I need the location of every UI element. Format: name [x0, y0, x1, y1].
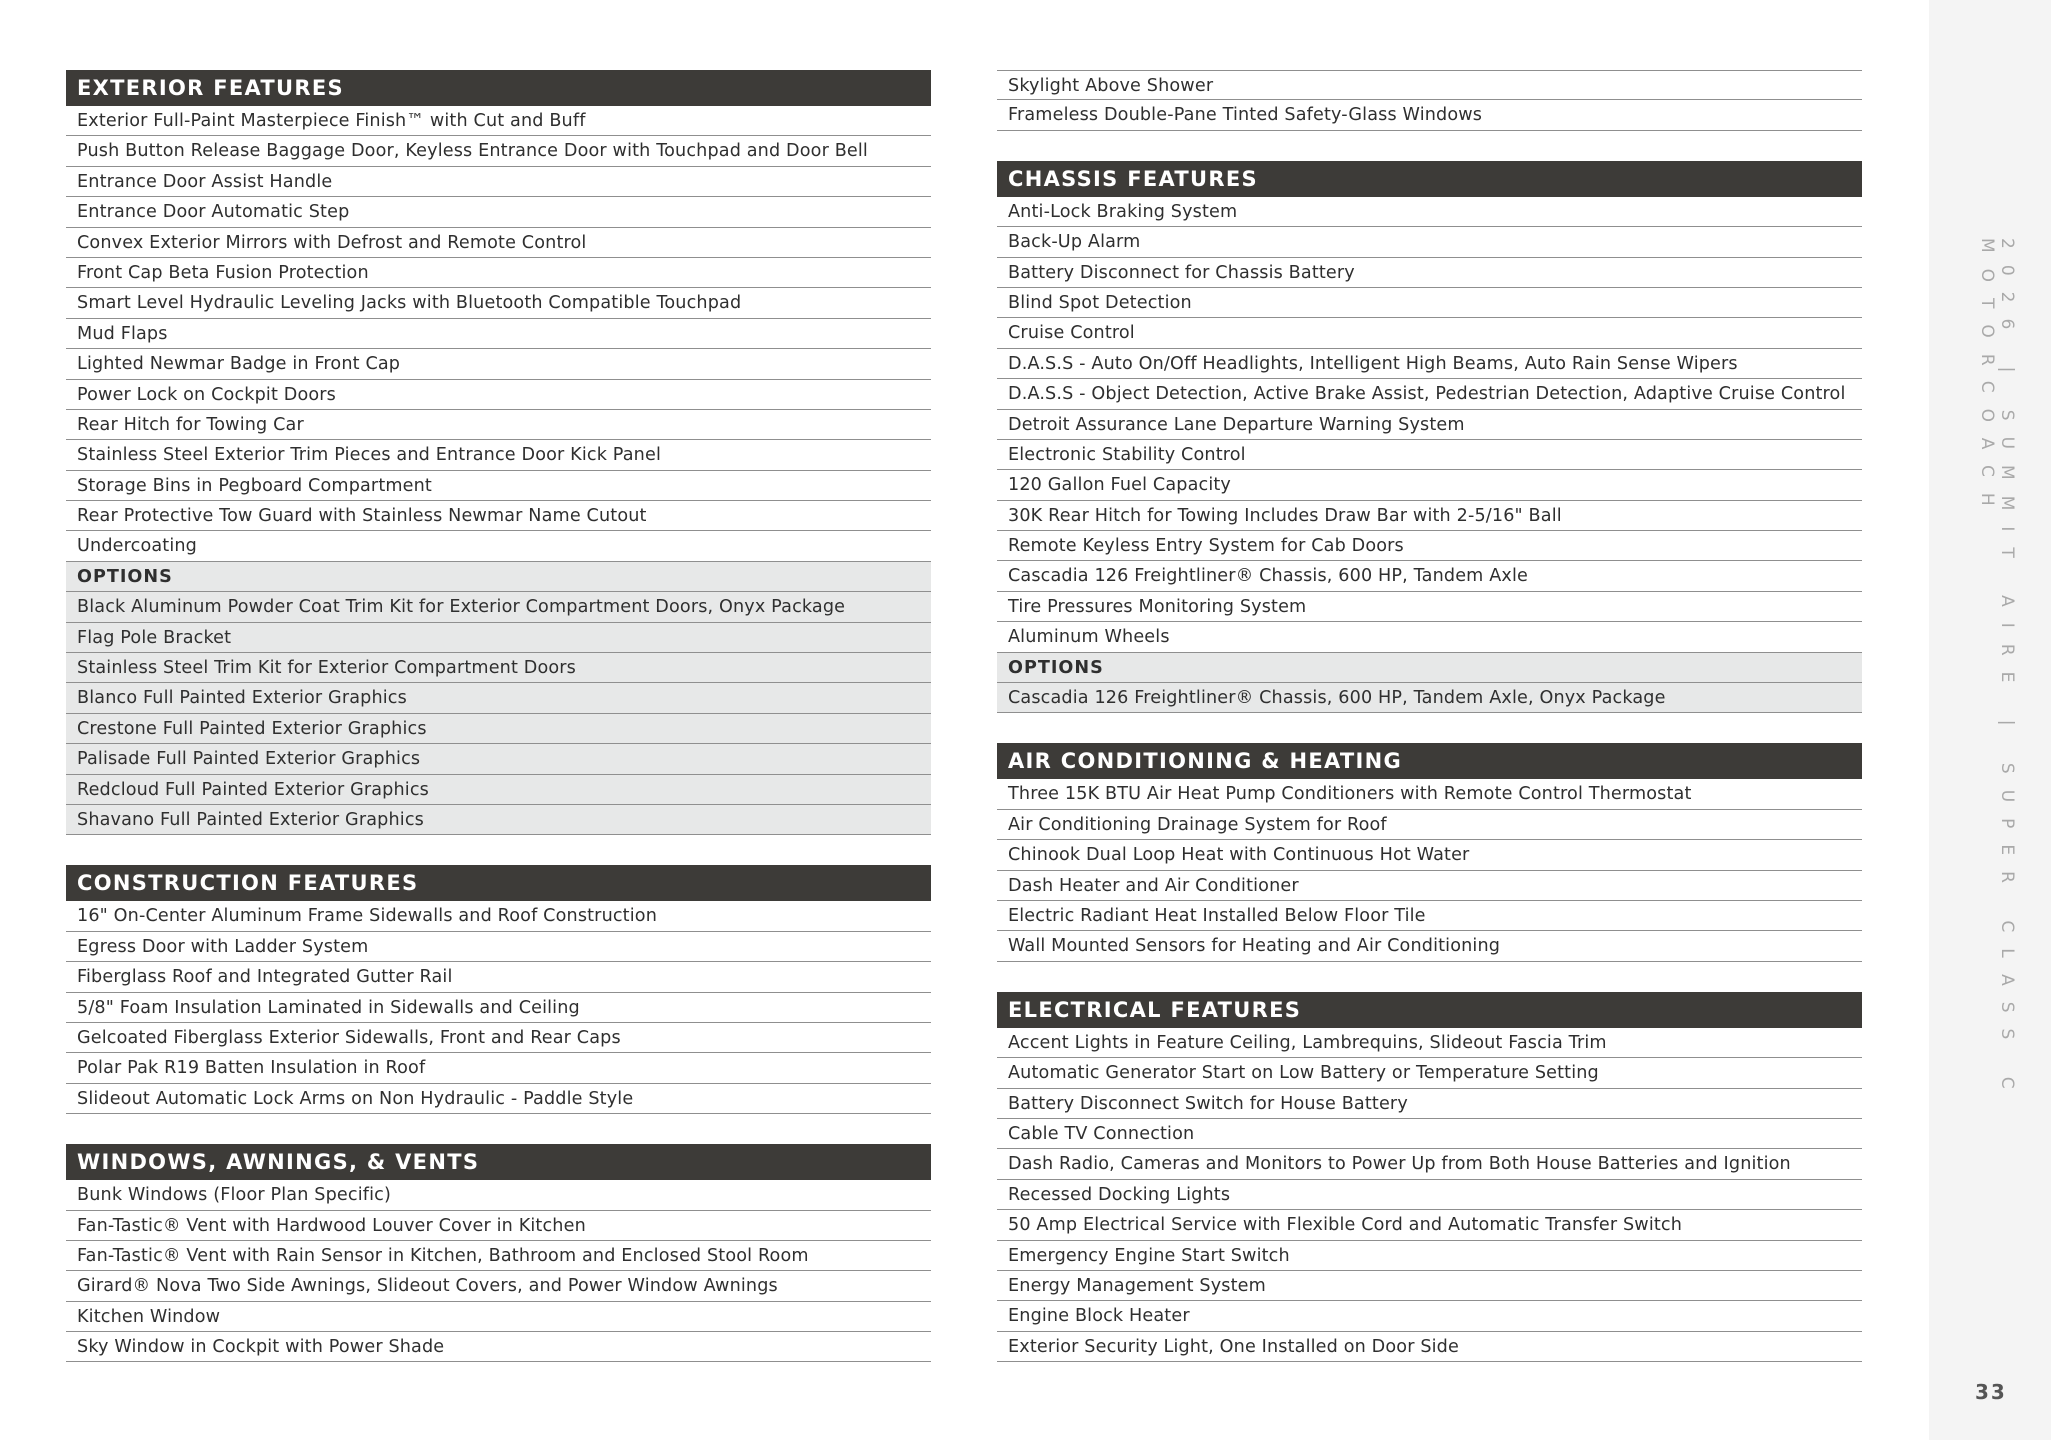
feature-item: Dash Heater and Air Conditioner: [997, 871, 1862, 901]
construction-features-list: [66, 901, 931, 1114]
feature-item: Bunk Windows (Floor Plan Specific): [66, 1180, 931, 1210]
feature-item: Blind Spot Detection: [997, 288, 1862, 318]
feature-item: Wall Mounted Sensors for Heating and Air Conditioning: [997, 931, 1862, 961]
feature-item: Polar Pak R19 Batten Insulation in Roof: [66, 1053, 931, 1083]
feature-item: Emergency Engine Start Switch: [997, 1241, 1862, 1271]
option-item: Black Aluminum Powder Coat Trim Kit for Exterior Compartment Doors, Onyx Package: [66, 592, 931, 622]
feature-item: Exterior Security Light, One Installed on Door Side: [997, 1332, 1862, 1362]
feature-item: Fiberglass Roof and Integrated Gutter Rail: [66, 962, 931, 992]
feature-item: Fan-Tastic® Vent with Rain Sensor in Kitchen, Bathroom and Enclosed Stool Room: [66, 1241, 931, 1271]
option-item: Flag Pole Bracket: [66, 623, 931, 653]
feature-item: Detroit Assurance Lane Departure Warning System: [997, 410, 1862, 440]
feature-item: 120 Gallon Fuel Capacity: [997, 470, 1862, 500]
exterior-features-section: [66, 70, 931, 835]
feature-item: Entrance Door Assist Handle: [66, 167, 931, 197]
windows-continued-list: [997, 70, 1862, 131]
chassis-options-list: [997, 683, 1862, 713]
feature-item: Rear Protective Tow Guard with Stainless Newmar Name Cutout: [66, 501, 931, 531]
feature-item: Push Button Release Baggage Door, Keyless Entrance Door with Touchpad and Door Bell: [66, 136, 931, 166]
feature-item: Cruise Control: [997, 318, 1862, 348]
feature-item: Kitchen Window: [66, 1302, 931, 1332]
option-item: Stainless Steel Trim Kit for Exterior Compartment Doors: [66, 653, 931, 683]
feature-item: Stainless Steel Exterior Trim Pieces and Entrance Door Kick Panel: [66, 440, 931, 470]
feature-item: Tire Pressures Monitoring System: [997, 592, 1862, 622]
windows-awnings-vents-list: [66, 1180, 931, 1362]
chassis-features-section: [997, 161, 1862, 714]
exterior-features-header: EXTERIOR FEATURES: [66, 70, 931, 106]
feature-item: Aluminum Wheels: [997, 622, 1862, 652]
chassis-options-label: OPTIONS: [997, 653, 1862, 683]
feature-item: Dash Radio, Cameras and Monitors to Power Up from Both House Batteries and Ignition: [997, 1149, 1862, 1179]
feature-item: Egress Door with Ladder System: [66, 932, 931, 962]
feature-item: Mud Flaps: [66, 319, 931, 349]
feature-item: 5/8" Foam Insulation Laminated in Sidewalls and Ceiling: [66, 993, 931, 1023]
feature-item: Back-Up Alarm: [997, 227, 1862, 257]
feature-item: Girard® Nova Two Side Awnings, Slideout Covers, and Power Window Awnings: [66, 1271, 931, 1301]
exterior-options-list: [66, 592, 931, 835]
chassis-features-list: [997, 197, 1862, 653]
feature-item: Convex Exterior Mirrors with Defrost and Remote Control: [66, 228, 931, 258]
electrical-features-section: [997, 992, 1862, 1362]
exterior-options-label: OPTIONS: [66, 562, 931, 592]
air-conditioning-heating-section: [997, 743, 1862, 961]
electrical-features-header: ELECTRICAL FEATURES: [997, 992, 1862, 1028]
feature-item: Chinook Dual Loop Heat with Continuous Hot Water: [997, 840, 1862, 870]
side-title-text: 2026 | SUMMIT AIRE | SUPER CLASS C MOTORCOACH: [1977, 238, 2017, 1105]
feature-item: Remote Keyless Entry System for Cab Doors: [997, 531, 1862, 561]
feature-item: Power Lock on Cockpit Doors: [66, 380, 931, 410]
feature-item: 30K Rear Hitch for Towing Includes Draw Bar with 2-5/16" Ball: [997, 501, 1862, 531]
feature-item: Front Cap Beta Fusion Protection: [66, 258, 931, 288]
feature-item: Battery Disconnect Switch for House Battery: [997, 1089, 1862, 1119]
vertical-side-title: [1977, 238, 2017, 1198]
option-item: Redcloud Full Painted Exterior Graphics: [66, 775, 931, 805]
windows-continued-section: [997, 70, 1862, 131]
option-item: Blanco Full Painted Exterior Graphics: [66, 683, 931, 713]
air-conditioning-heating-list: [997, 779, 1862, 961]
construction-features-header: CONSTRUCTION FEATURES: [66, 865, 931, 901]
feature-item: Three 15K BTU Air Heat Pump Conditioners with Remote Control Thermostat: [997, 779, 1862, 809]
windows-awnings-vents-header: WINDOWS, AWNINGS, & VENTS: [66, 1144, 931, 1180]
feature-item: Storage Bins in Pegboard Compartment: [66, 471, 931, 501]
exterior-features-list: [66, 106, 931, 562]
feature-item: Electronic Stability Control: [997, 440, 1862, 470]
feature-item: Smart Level Hydraulic Leveling Jacks with Bluetooth Compatible Touchpad: [66, 288, 931, 318]
electrical-features-list: [997, 1028, 1862, 1362]
left-column: [66, 70, 931, 1392]
feature-item: Recessed Docking Lights: [997, 1180, 1862, 1210]
feature-item: Slideout Automatic Lock Arms on Non Hydraulic - Paddle Style: [66, 1084, 931, 1114]
feature-item: Air Conditioning Drainage System for Roof: [997, 810, 1862, 840]
option-item: Crestone Full Painted Exterior Graphics: [66, 714, 931, 744]
option-item: Cascadia 126 Freightliner® Chassis, 600 HP, Tandem Axle, Onyx Package: [997, 683, 1862, 713]
right-column: [997, 70, 1862, 1392]
feature-item: Exterior Full-Paint Masterpiece Finish™ with Cut and Buff: [66, 106, 931, 136]
chassis-features-header: CHASSIS FEATURES: [997, 161, 1862, 197]
option-item: Shavano Full Painted Exterior Graphics: [66, 805, 931, 835]
feature-item: Fan-Tastic® Vent with Hardwood Louver Cover in Kitchen: [66, 1211, 931, 1241]
feature-item: Automatic Generator Start on Low Battery or Temperature Setting: [997, 1058, 1862, 1088]
feature-item: D.A.S.S - Object Detection, Active Brake Assist, Pedestrian Detection, Adaptive Cruise Control: [997, 379, 1862, 409]
air-conditioning-heating-header: AIR CONDITIONING & HEATING: [997, 743, 1862, 779]
option-item: Palisade Full Painted Exterior Graphics: [66, 744, 931, 774]
feature-item: Entrance Door Automatic Step: [66, 197, 931, 227]
feature-item: Cable TV Connection: [997, 1119, 1862, 1149]
feature-item: 50 Amp Electrical Service with Flexible Cord and Automatic Transfer Switch: [997, 1210, 1862, 1240]
construction-features-section: [66, 865, 931, 1114]
feature-item: Frameless Double-Pane Tinted Safety-Glass Windows: [997, 100, 1862, 130]
feature-item: Accent Lights in Feature Ceiling, Lambrequins, Slideout Fascia Trim: [997, 1028, 1862, 1058]
feature-item: Undercoating: [66, 531, 931, 561]
feature-item: Lighted Newmar Badge in Front Cap: [66, 349, 931, 379]
feature-item: Gelcoated Fiberglass Exterior Sidewalls, Front and Rear Caps: [66, 1023, 931, 1053]
feature-item: Engine Block Heater: [997, 1301, 1862, 1331]
feature-item: Sky Window in Cockpit with Power Shade: [66, 1332, 931, 1362]
feature-item: Electric Radiant Heat Installed Below Floor Tile: [997, 901, 1862, 931]
feature-item: Battery Disconnect for Chassis Battery: [997, 258, 1862, 288]
feature-item: D.A.S.S - Auto On/Off Headlights, Intelligent High Beams, Auto Rain Sense Wipers: [997, 349, 1862, 379]
feature-item: Energy Management System: [997, 1271, 1862, 1301]
feature-item: Cascadia 126 Freightliner® Chassis, 600 HP, Tandem Axle: [997, 561, 1862, 591]
feature-item: Rear Hitch for Towing Car: [66, 410, 931, 440]
feature-item: Skylight Above Shower: [997, 70, 1862, 100]
page-number: 33: [1975, 1380, 2007, 1404]
feature-item: Anti-Lock Braking System: [997, 197, 1862, 227]
feature-item: 16" On-Center Aluminum Frame Sidewalls and Roof Construction: [66, 901, 931, 931]
windows-awnings-vents-section: [66, 1144, 931, 1362]
